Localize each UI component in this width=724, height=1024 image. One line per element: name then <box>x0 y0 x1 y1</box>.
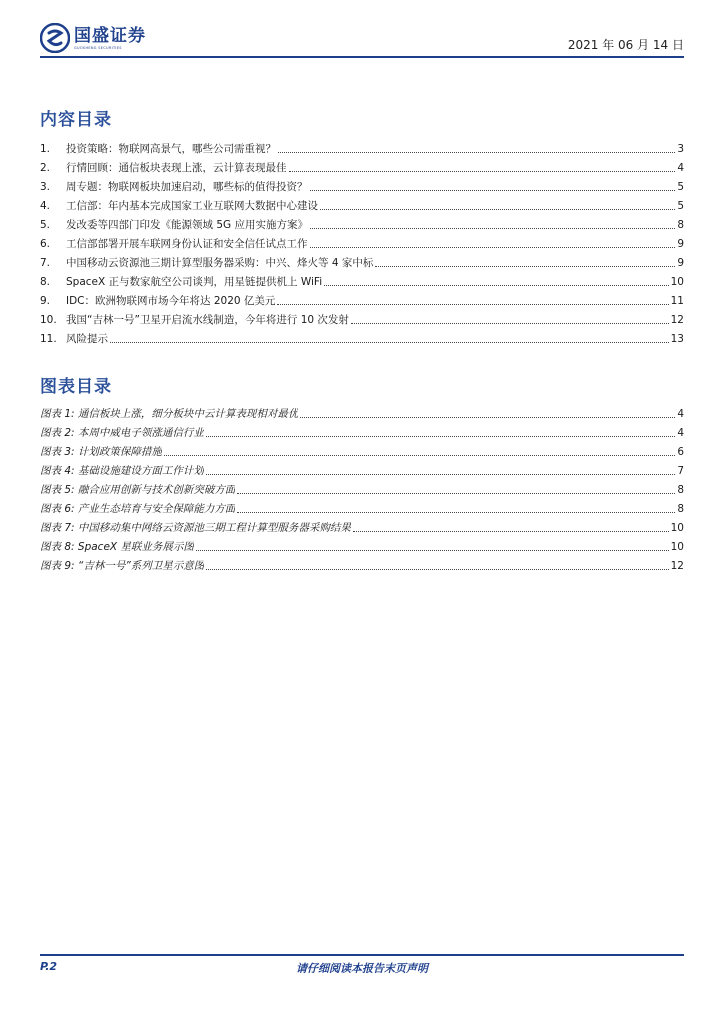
brand-logo-icon <box>40 23 70 53</box>
toc-item-number: 5. <box>40 219 51 231</box>
footer-divider <box>40 954 684 956</box>
toc-leader <box>164 455 675 456</box>
toc-item[interactable] <box>40 232 684 251</box>
figure-item-title: 产业生态培育与安全保障能力方面 <box>77 503 236 515</box>
toc-item-title: 行情回顾：通信板块表现上涨，云计算表现最佳 <box>66 162 287 174</box>
toc-item-page: 9 <box>677 257 684 269</box>
toc-item[interactable] <box>40 308 684 327</box>
page-number: P.2 <box>40 960 58 973</box>
toc-leader <box>320 209 675 210</box>
figure-item-number: 图表 6: <box>40 503 75 515</box>
toc-item[interactable] <box>40 156 684 175</box>
figure-item[interactable] <box>40 421 684 440</box>
toc-item[interactable] <box>40 213 684 232</box>
figure-item[interactable] <box>40 535 684 554</box>
toc-item-number: 8. <box>40 276 51 288</box>
toc-item-page: 9 <box>677 238 684 250</box>
toc-item-title: SpaceX 正与数家航空公司谈判，用星链提供机上 WiFi <box>66 276 323 288</box>
toc-item-page: 13 <box>670 333 684 345</box>
toc-item[interactable] <box>40 289 684 308</box>
toc-item-title: 我国“吉林一号”卫星开启流水线制造，今年将进行 10 次发射 <box>66 314 349 326</box>
toc-item-page: 8 <box>677 219 684 231</box>
figure-item-page: 10 <box>670 522 684 534</box>
toc-item-number: 11. <box>40 333 57 345</box>
report-date: 2021 年 06 月 14 日 <box>567 38 684 52</box>
figure-item-page: 10 <box>670 541 684 553</box>
toc-leader <box>206 569 668 570</box>
figure-item-number: 图表 2: <box>40 427 75 439</box>
brand-logo <box>40 22 146 54</box>
figure-item-page: 4 <box>677 408 684 420</box>
brand-name-en: GUOSHENG SECURITIES <box>74 45 122 50</box>
toc-item-number: 3. <box>40 181 51 193</box>
toc-leader <box>375 266 675 267</box>
figure-item-page: 8 <box>677 484 684 496</box>
toc-leader <box>237 493 675 494</box>
toc-leader <box>277 304 668 305</box>
figure-item-page: 7 <box>677 465 684 477</box>
toc-item-title: IDC：欧洲物联网市场今年将达 2020 亿美元 <box>66 295 276 307</box>
toc-item[interactable] <box>40 137 684 156</box>
toc-item-page: 5 <box>677 181 684 193</box>
figure-item-number: 图表 1: <box>40 408 75 420</box>
toc-item-number: 6. <box>40 238 51 250</box>
toc-item-page: 5 <box>677 200 684 212</box>
figure-item-title: 通信板块上涨，细分板块中云计算表现相对最优 <box>77 408 299 420</box>
toc-item-title: 工信部部署开展车联网身份认证和安全信任试点工作 <box>66 238 308 250</box>
figure-item-page: 4 <box>677 427 684 439</box>
figure-item-number: 图表 8: <box>40 541 75 553</box>
figure-item[interactable] <box>40 478 684 497</box>
toc-item[interactable] <box>40 175 684 194</box>
figure-item[interactable] <box>40 554 684 573</box>
toc-item-title: 投资策略：物联网高景气，哪些公司需重视？ <box>66 143 276 155</box>
figure-item-title: 本周中威电子领涨通信行业 <box>77 427 204 439</box>
toc-item-number: 7. <box>40 257 51 269</box>
brand-name: 国盛证券 <box>74 25 146 46</box>
toc-item-title: 风险提示 <box>66 333 108 345</box>
toc-leader <box>206 474 675 475</box>
figure-item[interactable] <box>40 459 684 478</box>
toc-item-number: 4. <box>40 200 51 212</box>
toc-item-number: 10. <box>40 314 57 326</box>
header-divider <box>40 56 684 58</box>
toc-leader <box>278 152 675 153</box>
toc-item[interactable] <box>40 327 684 346</box>
figure-item-title: SpaceX 星联业务展示图 <box>77 541 194 553</box>
figure-item[interactable] <box>40 497 684 516</box>
toc-list <box>40 137 684 346</box>
toc-leader <box>310 247 676 248</box>
toc-leader <box>196 550 669 551</box>
figure-item-number: 图表 9: <box>40 560 75 572</box>
toc-leader <box>110 342 669 343</box>
figure-item-title: 计划政策保障措施 <box>77 446 162 458</box>
figure-item-page: 8 <box>677 503 684 515</box>
figure-item[interactable] <box>40 440 684 459</box>
toc-leader <box>353 531 669 532</box>
figure-item[interactable] <box>40 516 684 535</box>
page-header <box>40 20 684 56</box>
figure-item-number: 图表 5: <box>40 484 75 496</box>
figure-item-page: 6 <box>677 446 684 458</box>
toc-item-page: 12 <box>670 314 684 326</box>
figures-heading: 图表目录 <box>40 377 112 397</box>
figure-item-number: 图表 7: <box>40 522 75 534</box>
toc-item-title: 中国移动云资源池三期计算型服务器采购：中兴、烽火等 4 家中标 <box>66 257 374 269</box>
figure-item-number: 图表 3: <box>40 446 75 458</box>
toc-item-title: 周专题：物联网板块加速启动，哪些标的值得投资？ <box>66 181 308 193</box>
toc-leader <box>310 190 676 191</box>
toc-item-page: 3 <box>677 143 684 155</box>
toc-item-page: 4 <box>677 162 684 174</box>
toc-leader <box>237 512 675 513</box>
toc-item[interactable] <box>40 251 684 270</box>
toc-item-title: 工信部：年内基本完成国家工业互联网大数据中心建设 <box>66 200 318 212</box>
toc-item-number: 1. <box>40 143 51 155</box>
toc-item[interactable] <box>40 194 684 213</box>
toc-heading: 内容目录 <box>40 110 112 130</box>
figure-item-title: 融合应用创新与技术创新突破方面 <box>77 484 236 496</box>
toc-leader <box>310 228 675 229</box>
toc-item-number: 9. <box>40 295 51 307</box>
disclaimer-note: 请仔细阅读本报告末页声明 <box>296 962 428 975</box>
toc-leader <box>351 323 669 324</box>
toc-item-number: 2. <box>40 162 51 174</box>
figure-item-title: 基础设施建设方面工作计划 <box>77 465 204 477</box>
toc-leader <box>300 417 675 418</box>
figure-item-page: 12 <box>670 560 684 572</box>
toc-item-title: 发改委等四部门印发《能源领域 5G 应用实施方案》 <box>66 219 308 231</box>
toc-leader <box>206 436 675 437</box>
toc-item[interactable] <box>40 270 684 289</box>
figure-item-number: 图表 4: <box>40 465 75 477</box>
figure-item-title: 中国移动集中网络云资源池三期工程计算型服务器采购结果 <box>77 522 351 534</box>
figure-item[interactable] <box>40 402 684 421</box>
figure-item-title: “吉林一号”系列卫星示意图 <box>77 560 205 572</box>
toc-item-page: 11 <box>670 295 684 307</box>
figures-list <box>40 402 684 573</box>
toc-item-page: 10 <box>670 276 684 288</box>
toc-leader <box>324 285 668 286</box>
toc-leader <box>289 171 676 172</box>
